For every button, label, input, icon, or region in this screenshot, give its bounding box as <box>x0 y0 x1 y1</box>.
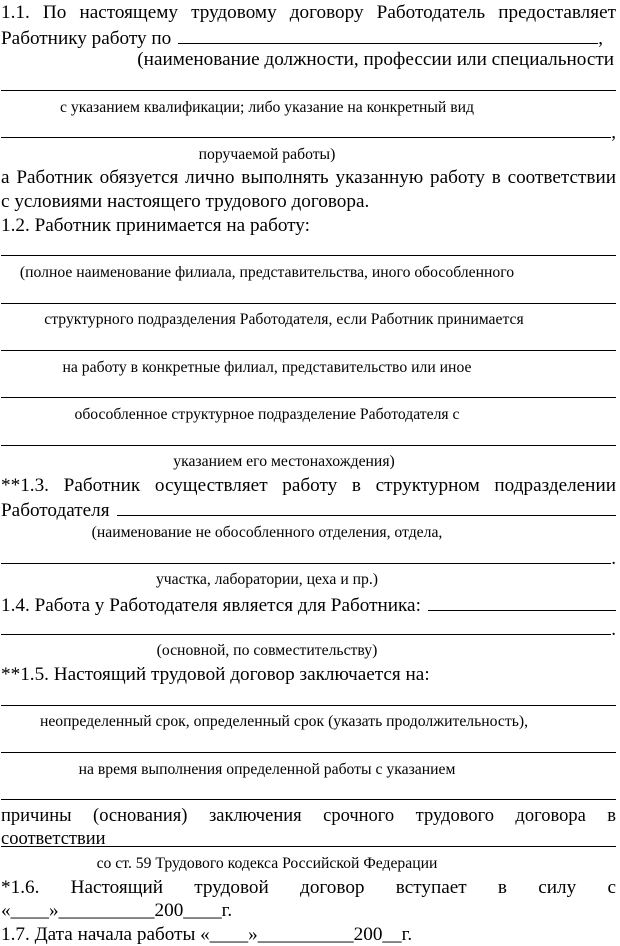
caption-site-lab-shop: участка, лаборатории, цеха и пр.) <box>155 571 379 589</box>
clause-1-4-work-type-blank <box>1 592 616 616</box>
blank-rule-line: ​ . <box>1 616 616 640</box>
caption-specific-branch: на работу в конкретные филиал, представительство или иное <box>62 358 472 376</box>
blank-rule-line <box>1 687 616 711</box>
blank-rule-line: ​ . <box>1 545 616 569</box>
blank-prefix: ​ 1.4. Работа у Работодателя является для Работника: <box>1 595 421 617</box>
blank-underline <box>1 285 616 304</box>
blank-underline <box>1 237 616 256</box>
blank-underline <box>1 734 616 753</box>
clause-1-3-employer-blank <box>1 497 616 521</box>
blank-suffix: , <box>598 27 603 49</box>
clause-1-1-line-terms: с условиями настоящего трудового договора. <box>1 191 370 213</box>
blank-underline <box>1 379 616 398</box>
clause-1-5-heading: **1.5. Настоящий трудовой договор заключается на: <box>1 663 430 685</box>
blank-underline <box>117 497 616 516</box>
caption-separate-unit: обособленное структурное подразделение Работодателя с <box>74 405 460 423</box>
clause-1-6-date-blank: «____»__________200____г. <box>1 900 233 922</box>
caption-branch-name: (полное наименование филиала, представительства, иного обособленного <box>19 264 515 282</box>
caption-structural-unit: структурного подразделения Работодателя, если Работник принимается <box>44 311 524 329</box>
clause-1-1-line-obligation: а Работник обязуется лично выполнять указанную работу в соответствии <box>1 167 616 189</box>
clause-1-2-heading: 1.2. Работник принимается на работу: <box>1 214 310 236</box>
blank-rule-line <box>1 781 616 805</box>
blank-rule-line <box>1 734 616 758</box>
blank-underline <box>1 427 616 446</box>
clause-1-3-line-1: **1.3. Работник осуществляет работу в структурном подразделении <box>1 474 616 496</box>
caption-position-name: (наименование должности, профессии или специальности <box>137 49 614 71</box>
clause-1-6-line-1: *1.6. Настоящий трудовой договор вступает в силу с <box>1 876 616 898</box>
blank-underline <box>1 687 616 706</box>
caption-term-indefinite: неопределенный срок, определенный срок (указать продолжительность), <box>39 713 529 731</box>
clause-1-1-line-1: 1.1. По настоящему трудовому договору Работодатель предоставляет <box>1 2 616 23</box>
blank-rule-line: ​ , <box>1 119 616 143</box>
blank-rule-line <box>1 285 616 309</box>
blank-rule-line <box>1 379 616 403</box>
blank-prefix: ​ Работнику работу по <box>1 27 172 49</box>
blank-rule-line <box>1 427 616 451</box>
caption-term-specific-work: на время выполнения определенной работы с указанием <box>78 760 456 778</box>
blank-prefix: ​ Работодателя <box>1 500 110 522</box>
blank-rule-line <box>1 237 616 261</box>
blank-underline <box>1 119 611 138</box>
caption-assigned-work: поручаемой работы) <box>198 145 336 163</box>
caption-fixed-term-reason: причины (основания) заключения срочного трудового договора в соответствии <box>1 805 616 850</box>
clause-1-1-job-title-blank <box>1 25 616 49</box>
blank-underline <box>1 616 611 635</box>
caption-location: указанием его местонахождения) <box>173 453 395 471</box>
caption-labor-code-art-59: со ст. 59 Трудового кодекса Российской Федерации <box>96 855 438 873</box>
blank-underline <box>1 72 616 91</box>
blank-underline <box>1 545 611 564</box>
caption-main-or-parttime: (основной, по совместительству) <box>156 642 378 660</box>
blank-underline <box>1 332 616 351</box>
blank-underline <box>178 25 598 44</box>
caption-qualification: с указанием квалификации; либо указание на конкретный вид <box>59 98 475 116</box>
caption-department: (наименование не обособленного отделения, отдела, <box>91 524 443 542</box>
blank-underline <box>1 781 616 800</box>
blank-underline <box>1 828 616 847</box>
clause-1-7-start-date: 1.7. Дата начала работы «____»__________200__г. <box>1 923 413 945</box>
blank-rule-line <box>1 332 616 356</box>
blank-underline <box>428 592 616 611</box>
blank-rule-line <box>1 72 616 96</box>
